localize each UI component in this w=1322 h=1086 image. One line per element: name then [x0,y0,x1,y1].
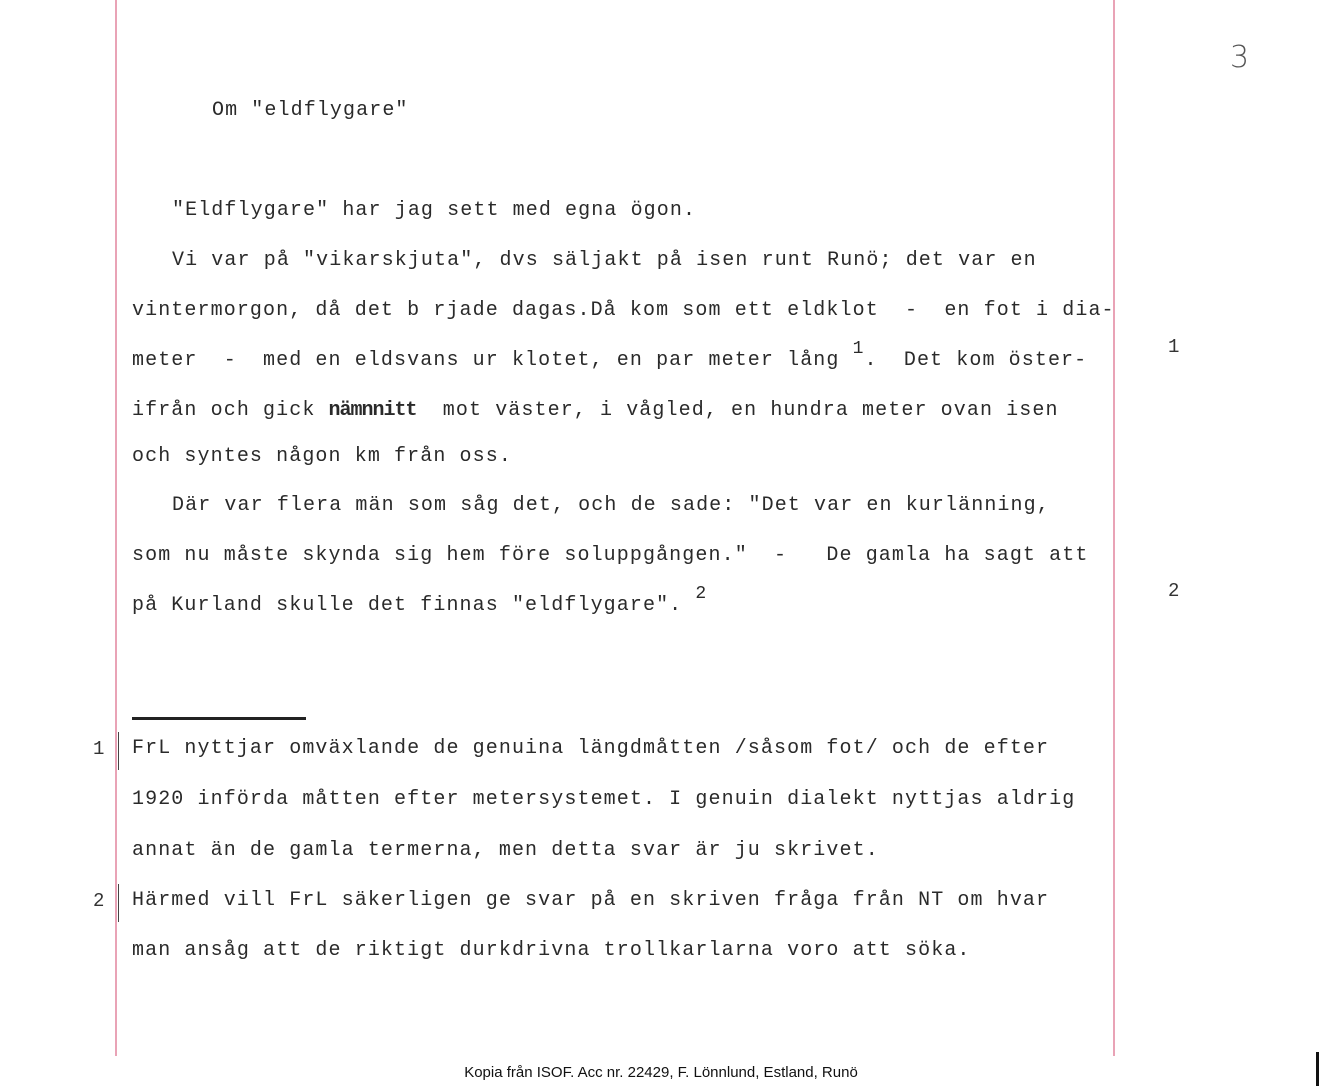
body-line-5-start: ifrån och gick [132,399,316,422]
body-line-5-end: mot väster, i vågled, en hundra meter ovan isen [442,399,1059,422]
footnote-separator [132,717,306,720]
document-title: Om "eldflygare" [212,99,409,122]
archive-footer: Kopia från ISOF. Acc nr. 22429, F. Lönnlund, Estland, Runö [464,1064,858,1081]
body-line-6: och syntes någon km från oss. [132,445,512,468]
margin-note-2: 2 [1168,580,1180,602]
body-line-4-end: . Det kom öster- [864,349,1088,372]
margin-note-1: 1 [1168,336,1180,358]
footnote-bar-1 [118,732,119,770]
body-line-9 [132,584,708,618]
footnote-number-1: 1 [93,738,105,760]
body-line-2: Vi var på "vikarskjuta", dvs säljakt på isen runt Runö; det var en [172,249,1037,272]
footnote-number-2: 2 [93,890,105,912]
right-margin-line [1113,0,1115,1056]
note-ref-2: 2 [695,584,708,604]
body-line-9-text: på Kurland skulle det finnas "eldflygare". [132,594,683,617]
footnote-line-1: FrL nyttjar omväxlande de genuina längdmåtten /såsom fot/ och de efter [132,737,1050,760]
footnote-line-4: Härmed vill FrL säkerligen ge svar på en skriven fråga från NT om hvar [132,889,1050,912]
body-line-4-text: meter - med en eldsvans ur klotet, en par meter lång [132,349,840,372]
page-number: 3 [1230,40,1250,75]
scan-edge-mark [1316,1052,1319,1086]
footnote-line-5: man ansåg att de riktigt durkdrivna trollkarlarna voro att söka. [132,939,971,962]
body-line-3: vintermorgon, då det b rjade dagas.Då kom som ett eldklot - en fot i dia- [132,299,1115,322]
footnote-bar-2 [118,884,119,922]
body-line-8: som nu måste skynda sig hem före soluppgången." - De gamla ha sagt att [132,544,1089,567]
body-line-4 [132,339,1088,373]
footnote-line-3: annat än de gamla termerna, men detta svar är ju skrivet. [132,839,879,862]
left-margin-line [115,0,117,1056]
body-line-5 [132,399,1059,423]
overstruck-word: nämnnitt [328,399,417,422]
body-line-1: "Eldflygare" har jag sett med egna ögon. [172,199,697,222]
body-line-7: Där var flera män som såg det, och de sade: "Det var en kurlänning, [172,494,1050,517]
footnote-line-2: 1920 införda måtten efter metersystemet. I genuin dialekt nyttjas aldrig [132,788,1076,811]
note-ref-1: 1 [852,339,865,359]
